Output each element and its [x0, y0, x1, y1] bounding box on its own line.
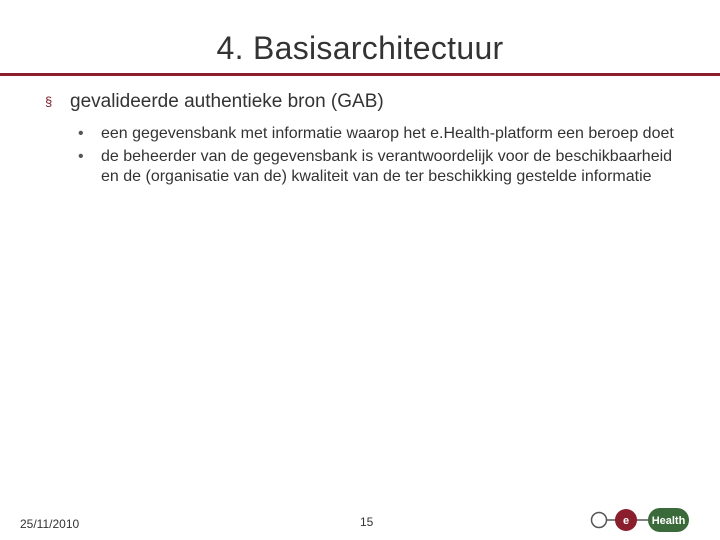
dot-bullet-icon: • — [78, 125, 84, 142]
logo-health-word: Health — [651, 515, 686, 527]
main-bullet — [45, 90, 685, 114]
sub-bullet-text: een gegevensbank met informatie waarop het e.Health-platform een beroep doet — [101, 125, 674, 142]
section-bullet-icon: § — [45, 94, 53, 109]
sub-bullet-item — [78, 147, 685, 187]
sub-bullet-text: de beheerder van de gegevensbank is verantwoordelijk voor de beschikbaarheid en de (organisatie van de) kwaliteit van de ter beschikking gestelde informatie — [101, 148, 673, 185]
sub-bullet-list — [78, 124, 685, 187]
footer-date: 25/11/2010 — [20, 517, 80, 531]
sub-bullet-item — [78, 124, 685, 144]
slide-content — [45, 90, 685, 203]
ehealth-logo — [590, 507, 690, 533]
title-divider — [0, 73, 720, 76]
dot-bullet-icon: • — [78, 148, 84, 165]
slide-title: 4. Basisarchitectuur — [216, 30, 504, 66]
page-number: 15 — [360, 515, 374, 529]
logo-e-letter: e — [622, 515, 630, 527]
main-bullet-text: gevalideerde authentieke bron (GAB) — [70, 91, 384, 112]
logo-ring-icon — [592, 513, 607, 528]
